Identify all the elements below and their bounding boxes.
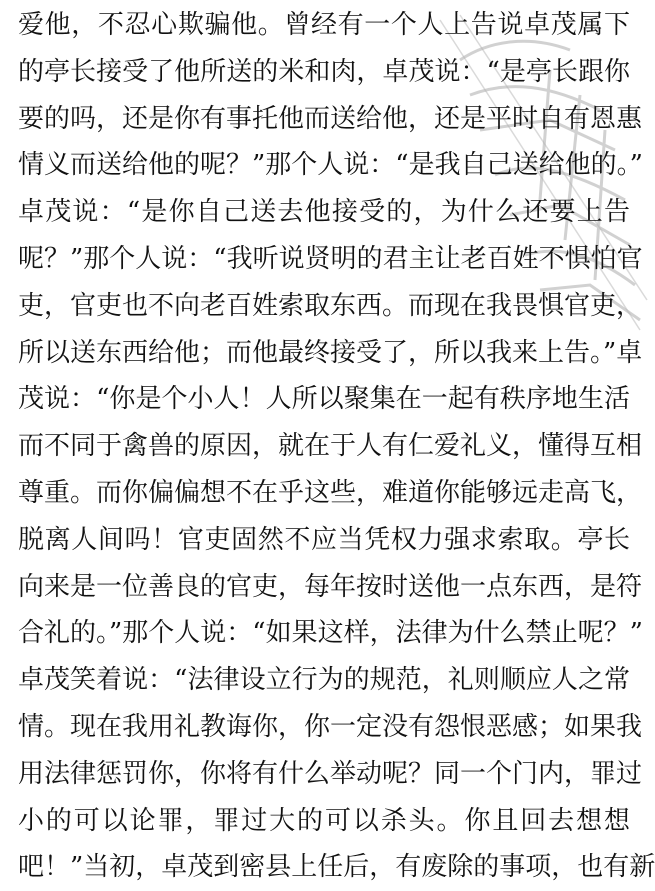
text-line: 脱离人间吗！官吏固然不应当凭权力强求索取。亭长 [18,524,630,555]
text-line: 茂说：“你是个小人！人所以聚集在一起有秩序地生活 [18,384,630,415]
text-line: 要的吗，还是你有事托他而送给他，还是平时自有恩惠 [18,103,643,134]
text-line: 卓茂说：“是你自己送去他接受的，为什么还要上告 [18,197,630,228]
text-line: 情义而送给他的呢？”那个人说：“是我自己送给他的。” [18,150,643,181]
text-line: 吏，官吏也不向老百姓索取东西。而现在我畏惧官吏， [18,290,643,321]
text-line: 向来是一位善良的官吏，每年按时送他一点东西，是符 [18,571,643,602]
text-line: 卓茂笑着说：“法律设立行为的规范，礼则顺应人之常 [18,665,630,696]
text-line: 爱他，不忍心欺骗他。曾经有一个人上告说卓茂属下 [18,10,630,40]
body-text [18,2,655,891]
text-line: 合礼的。”那个人说：“如果这样，法律为什么禁止呢？” [18,618,643,649]
text-line: 的亭长接受了他所送的米和肉，卓茂说：“是亭长跟你 [18,56,630,87]
text-line: 情。现在我用礼教诲你，你一定没有怨恨恶感；如果我 [18,711,643,742]
text-line: 小的可以论罪，罪过大的可以杀头。你且回去想想 [18,805,630,836]
text-line: 尊重。而你偏偏想不在乎这些，难道你能够远走高飞， [18,477,643,508]
text-line: 而不同于禽兽的原因，就在于人有仁爱礼义，懂得互相 [18,431,643,462]
text-line: 所以送东西给他；而他最终接受了，所以我来上告。”卓 [18,337,643,368]
text-line: 呢？”那个人说：“我听说贤明的君主让老百姓不惧怕官 [18,243,643,274]
text-line: 用法律惩罚你，你将有什么举动呢？同一个门内，罪过 [18,758,643,789]
text-line: 吧！”当初，卓茂到密县上任后，有废除的事项，也有新 [18,852,655,883]
